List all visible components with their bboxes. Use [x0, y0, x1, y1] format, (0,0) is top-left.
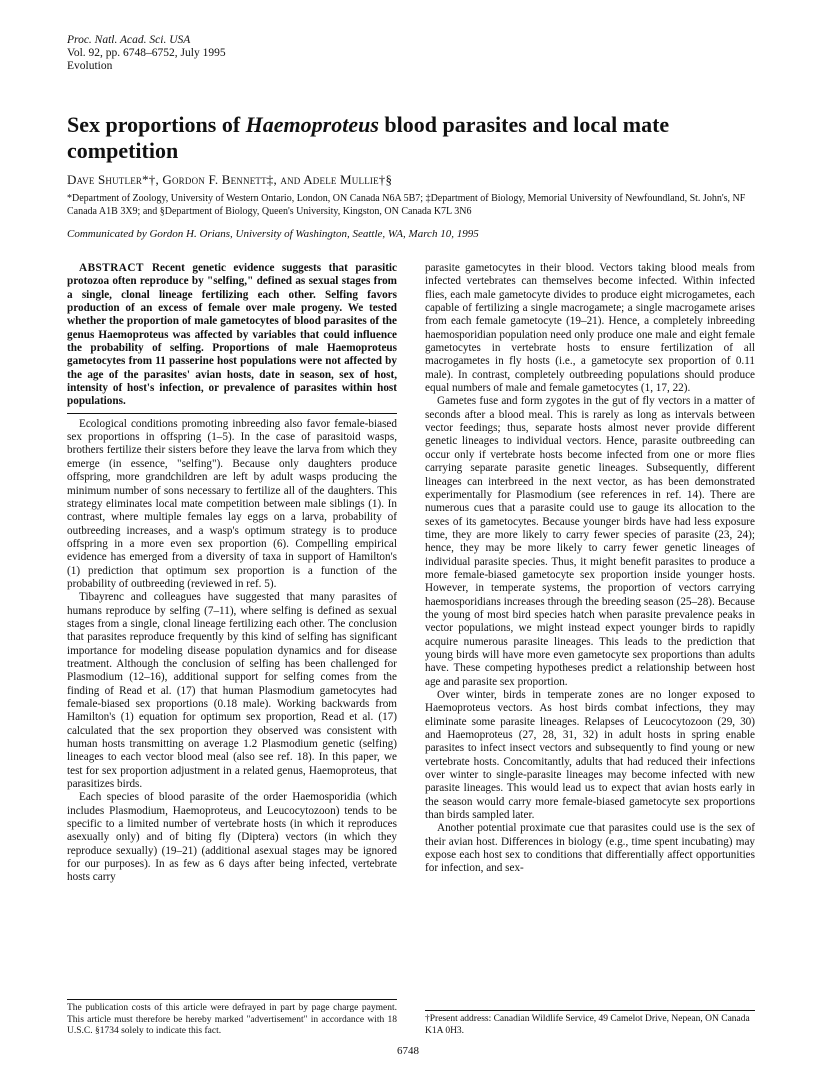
author-list: Dave Shutler*†, Gordon F. Bennett‡, and Adele Mullie†§: [67, 172, 393, 187]
journal-volume: Vol. 92, pp. 6748–6752, July 1995: [67, 47, 226, 59]
journal-section: Evolution: [67, 60, 113, 72]
right-column: [425, 262, 755, 876]
title-part2: blood parasites and local mate competition: [67, 112, 670, 163]
abstract-text: Recent genetic evidence suggests that parasitic protozoa often reproduce by "selfing," defined as sexual stages from a single, clonal lineage fertilizing each other. Selfing favors production of an excess of female over male progeny. We tested whether the proportion of male gametocytes of blood parasites of the genus Haemoproteus was affected by variables that could influence the probability of selfing. Proportions of male Haemoproteus gametocytes from 11 passerine host populations were not affected by the age of the parasites' avian hosts, date in season, sex of host, intensity of host's infection, or prevalence of parasites within host populations.: [67, 262, 397, 408]
publication-cost-footnote: The publication costs of this article were defrayed in part by page charge payment. This article must therefore be hereby marked "advertisement" in accordance with 18 U.S.C. §1734 solely to indicate this fact.: [67, 999, 397, 1038]
left-column: [67, 262, 397, 885]
abstract-heading: ABSTRACT: [79, 262, 144, 274]
article-title: [67, 112, 757, 164]
present-address-footnote: †Present address: Canadian Wildlife Service, 49 Camelot Drive, Nepean, ON Canada K1A 0H3.: [425, 1010, 755, 1037]
communicated-by: Communicated by Gordon H. Orians, University of Washington, Seattle, WA, March 10, 1995: [67, 228, 479, 240]
title-part1: Sex proportions of: [67, 112, 246, 137]
journal-name: Proc. Natl. Acad. Sci. USA: [67, 34, 191, 46]
paragraph: Over winter, birds in temperate zones are no longer exposed to Haemoproteus vectors. As host birds combat infections, they may eliminate some parasite lineages. Relapses of Leucocytozoon (29, 30) and Haemoproteus (27, 28, 31, 32) in adult hosts in spring enable parasites to infect insect vectors and subsequently to find young or new vertebrate hosts. Concomitantly, adults that had reduced their infections over winter to single-parasite lineages may become infected with new parasite lineages. This would lead us to expect that avian hosts early in the season would carry more female-biased gametocyte sex proportions than birds sampled later.: [425, 689, 755, 822]
title-genus: Haemoproteus: [245, 112, 379, 137]
page-number: 6748: [397, 1045, 419, 1057]
paragraph: parasite gametocytes in their blood. Vectors taking blood meals from infected vertebrates can themselves become infected. Within infected flies, each male gametocyte divides to produce eight microgametes, each capable of fertilizing a single macrogamete; a single macrogamete arises from each female gametocyte (19–21). Hence, a completely inbreeding haemosporidian population need only produce one male and eight female gametocytes in vertebrate hosts to ensure fertilization of all macrogametes in fly hosts (i.e., a gametocyte sex proportion of 0.11 male). In contrast, completely outbreeding populations should produce equal numbers of male and female gametocytes (1, 17, 22).: [425, 262, 755, 395]
paragraph: Each species of blood parasite of the order Haemosporidia (which includes Plasmodium, Haemoproteus, and Leucocytozoon) tends to be specific to a limited number of vertebrate hosts (in which it reproduces asexually only) and of biting fly (Diptera) vectors (in which they reproduce sexually) (19–21) (additional asexual stages may be ignored for our purposes). In as few as 6 days after being infected, vertebrate hosts carry: [67, 791, 397, 884]
paragraph: Another potential proximate cue that parasites could use is the sex of their avian host. Differences in biology (e.g., time spent incubating) may expose each host sex to conditions that differentially affect opportunities for infection, and sex-: [425, 822, 755, 875]
journal-header: [67, 34, 226, 73]
paragraph: Ecological conditions promoting inbreeding also favor female-biased sex proportions in offspring (1–5). In the case of parasitoid wasps, brothers fertilize their sisters before they leave the larva from which they emerge (in essence, "selfing"). Because only daughters produce offspring, more grandchildren are left by adult wasps producing the minimum number of sons necessary to fertilize all of the daughters. This strategy eliminates local mate competition between male siblings (1). In contrast, where multiple females lay eggs on a larva, probability of outbreeding increases, and a wasp's optimum strategy is to produce offspring in a more even sex proportion (6). Compelling empirical evidence has emerged from a diversity of taxa in support of Hamilton's (1) prediction that optimum sex proportion is a function of the probability of outbreeding (reviewed in ref. 5).: [67, 417, 397, 590]
paragraph: Tibayrenc and colleagues have suggested that many parasites of humans reproduce by selfing (7–11), where selfing is defined as sexual stages from a single, clonal lineage fertilizing each other. The conclusion that parasites reproduce frequently by this kind of selfing has significant importance for modeling disease population dynamics and for disease treatment. Although the conclusion of selfing has been challenged for Plasmodium (12–16), additional support for selfing comes from the finding of Read et al. (17) that human Plasmodium gametocytes had female-biased sex proportions (0.18 male). Working backwards from Hamilton's (1) equation for optimum sex proportion, Read et al. (17) calculated that the sex proportion they observed was consistent with human hosts transmitting on average 1.2 Plasmodium genetic (selfing) lineages to each vector blood meal (also see ref. 18). In this paper, we test for sex proportion adjustment in a related genus, Haemoproteus, that parasitizes birds.: [67, 591, 397, 791]
paragraph: Gametes fuse and form zygotes in the gut of fly vectors in a matter of seconds after a blood meal. This is rarely as long as intervals between vector feedings; thus, separate hosts almost never provide different genetic lineages to individual vectors. Hence, parasite outbreeding can occur only if vertebrate hosts become infected from one or more flies carrying separate parasite genetic lineages. Subsequently, different lineages can interbreed in the next vector, as has been demonstrated experimentally for Plasmodium (see references in ref. 14). There are numerous cues that a parasite could use to gauge its allocation to the sexes of its gametocytes. Because younger birds have had less exposure time, they are more likely to carry fewer species of parasite (23, 24); hence, they may be more likely to carry fewer genetic lineages of individual parasite species. Thus, it might benefit parasites to produce a more female-biased gametocyte sex proportion inside younger hosts. However, in temperate systems, the proportion of vectors carrying haemosporidians increases through the breeding season (25–28). Because the young of most bird species hatch when parasite prevalence peaks in vector populations, we might instead expect younger birds to rapidly acquire numerous parasite lineages. This leads to the prediction that young birds will have more even gametocyte sex proportions than adults have. These competing hypotheses predict a relationship between host age and parasite sex proportion.: [425, 395, 755, 688]
affiliations: *Department of Zoology, University of Western Ontario, London, ON Canada N6A 5B7; ‡Department of Biology, Memorial University of Newfoundland, St. John's, NF Canada A1B 3X9; and §Department of Biology, Queen's University, Kingston, ON Canada K7L 3N6: [67, 193, 746, 217]
abstract: [67, 262, 397, 414]
